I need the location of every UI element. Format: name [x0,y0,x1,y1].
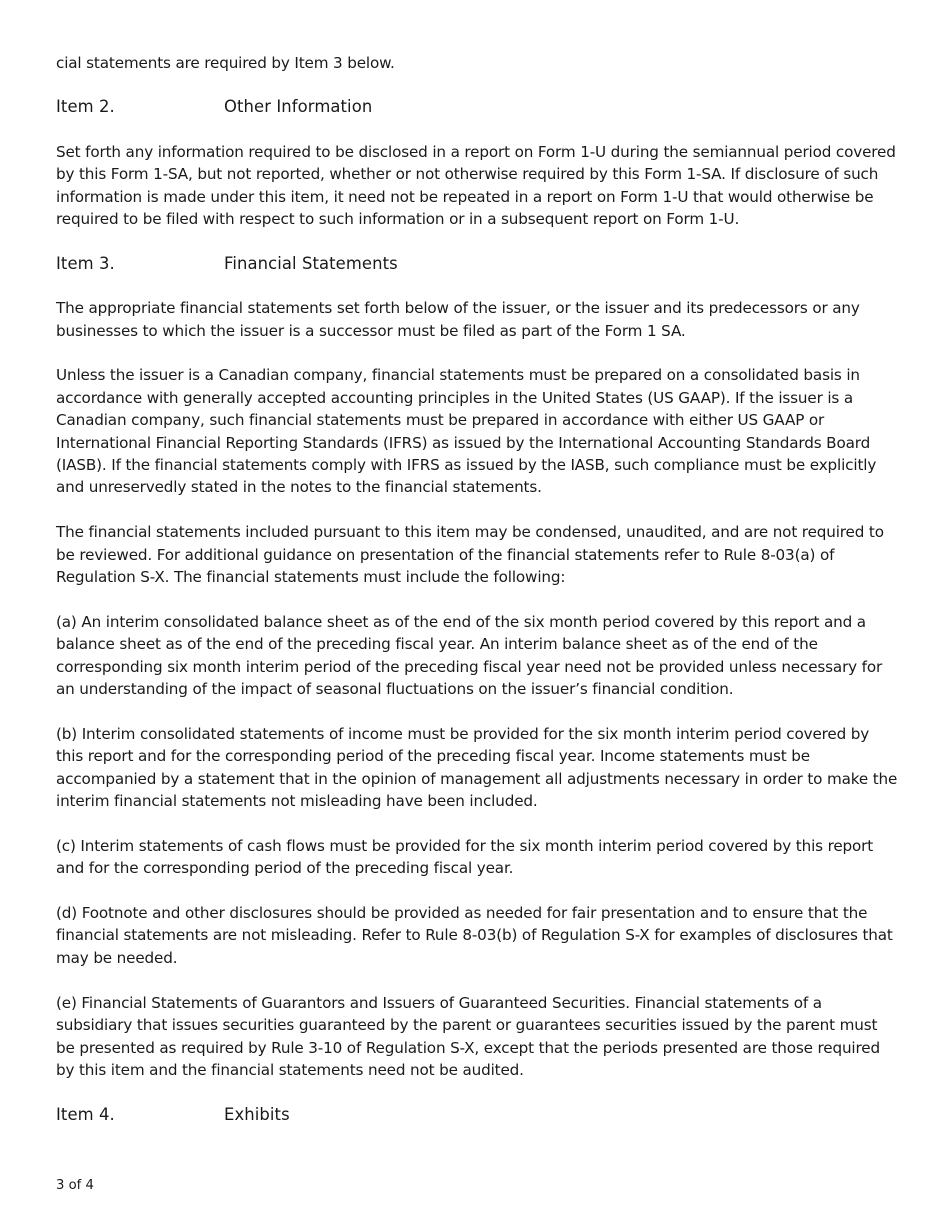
item-number: Item 3. [56,253,115,273]
item-3-paragraph: The appropriate financial statements set forth below of the issuer, or the issuer and its predecessors or any businesses to which the issuer is a successor must be filed as part of the Form 1 SA. [56,299,860,340]
continuation-text: cial statements are required by Item 3 below. [56,54,395,72]
document-page [56,52,898,1148]
item-3-paragraph-a: (a) An interim consolidated balance sheet as of the end of the six month period covered by this report and a balance sheet as of the end of the preceding fiscal year. An interim balance sheet as of the end of the corresponding six month interim period of the preceding fiscal year need not be provided unless necessary for an understanding of the impact of seasonal fluctuations on the issuer’s financial condition. [56,612,883,699]
item-3-paragraph-e: (e) Financial Statements of Guarantors and Issuers of Guaranteed Securities. Financial statements of a subsidiary that issues securities guaranteed by the parent or guarantees securities issued by the parent must be presented as required by Rule 3-10 of Regulation S-X, except that the periods presented are those required by this item and the financial statements need not be audited. [56,993,880,1079]
item-title: Financial Statements [224,253,398,273]
page-number: 3 of 4 [56,1178,94,1193]
item-3-paragraph: Unless the issuer is a Canadian company, financial statements must be prepared on a consolidated basis in accordance with generally accepted accounting principles in the United States (US GAAP). If the issuer is a Canadian company, such financial statements must be prepared in accordance with either US GAAP or International Financial Reporting Standards (IFRS) as issued by the International Accounting Standards Board (IASB). If the financial statements comply with IFRS as issued by the IASB, such compliance must be explicitly and unreservedly stated in the notes to the financial statements. [56,366,877,497]
item-3-paragraph: The financial statements included pursuant to this item may be condensed, unaudited, and are not required to be reviewed. For additional guidance on presentation of the financial statements refer to Rule 8-03(a) of Regulation S-X. The financial statements must include the following: [56,523,884,587]
item-title: Other Information [224,97,373,117]
item-2-paragraph: Set forth any information required to be disclosed in a report on Form 1-U during the semiannual period covered by this Form 1-SA, but not reported, whether or not otherwise required by this Form 1-SA. If disclosure of such information is made under this item, it need not be repeated in a report on Form 1-U that would otherwise be required to be filed with respect to such information or in a subsequent report on Form 1-U. [56,142,896,229]
item-3-paragraph-b: (b) Interim consolidated statements of income must be provided for the six month interim period covered by this report and for the corresponding period of the preceding fiscal year. Income statements must be accompanied by a statement that in the opinion of management all adjustments necessary in order to make the interim financial statements not misleading have been included. [56,724,898,811]
item-title: Exhibits [224,1104,290,1124]
item-number: Item 4. [56,1104,115,1124]
item-number: Item 2. [56,97,115,117]
item-2-heading [56,96,898,118]
item-3-heading [56,253,898,275]
item-3-paragraph-d: (d) Footnote and other disclosures should be provided as needed for fair presentation and to ensure that the financial statements are not misleading. Refer to Rule 8-03(b) of Regulation S-X for examples of disclosures that may be needed. [56,904,893,967]
item-3-paragraph-c: (c) Interim statements of cash flows must be provided for the six month interim period covered by this report and for the corresponding period of the preceding fiscal year. [56,836,874,878]
item-4-heading [56,1104,898,1126]
